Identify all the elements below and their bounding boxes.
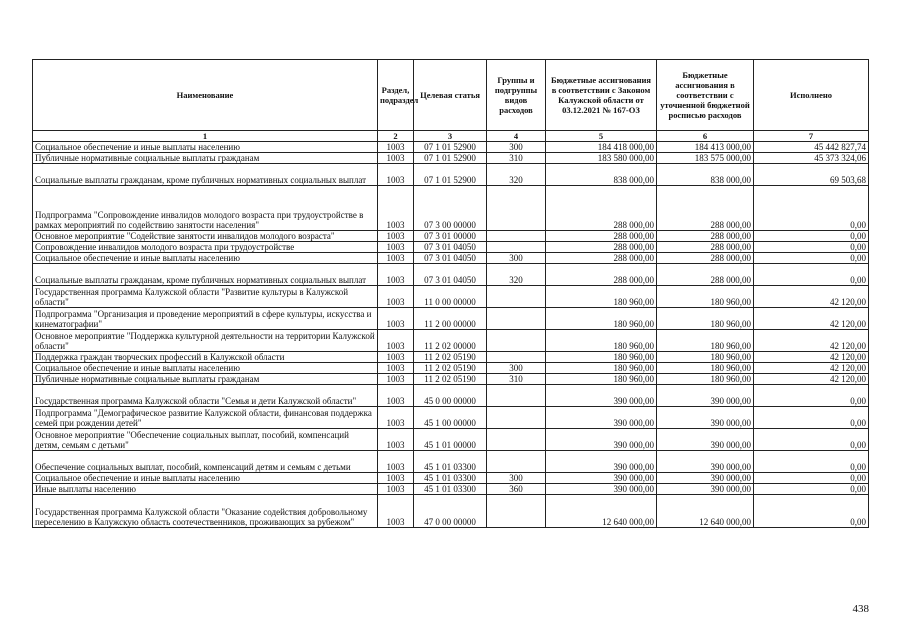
row-section: 1003 <box>378 186 414 231</box>
row-section: 1003 <box>378 429 414 451</box>
row-section: 1003 <box>378 264 414 286</box>
row-expense-group: 320 <box>487 164 546 186</box>
row-section: 1003 <box>378 385 414 407</box>
row-target-article: 07 1 01 52900 <box>414 164 487 186</box>
row-executed: 42 120,00 <box>754 352 869 363</box>
table-row <box>33 153 869 164</box>
header-law-allocation: Бюджетные ассигнования в соответствии с Законом Калужской области от 03.12.2021 № 167-ОЗ <box>546 60 657 131</box>
row-name: Иные выплаты населению <box>33 484 378 495</box>
row-executed: 0,00 <box>754 264 869 286</box>
row-law-allocation: 288 000,00 <box>546 231 657 242</box>
table-row <box>33 363 869 374</box>
row-law-allocation: 390 000,00 <box>546 385 657 407</box>
row-section: 1003 <box>378 286 414 308</box>
row-target-article: 11 2 00 00000 <box>414 308 487 330</box>
row-law-allocation: 390 000,00 <box>546 407 657 429</box>
row-expense-group <box>487 308 546 330</box>
table-row <box>33 385 869 407</box>
table-row <box>33 308 869 330</box>
column-number: 5 <box>546 131 657 142</box>
row-law-allocation: 180 960,00 <box>546 374 657 385</box>
row-roster-allocation: 180 960,00 <box>657 363 754 374</box>
row-name: Публичные нормативные социальные выплаты гражданам <box>33 153 378 164</box>
row-target-article: 45 1 01 03300 <box>414 451 487 473</box>
row-executed: 0,00 <box>754 385 869 407</box>
row-law-allocation: 390 000,00 <box>546 451 657 473</box>
row-expense-group: 320 <box>487 264 546 286</box>
table-row <box>33 242 869 253</box>
row-section: 1003 <box>378 153 414 164</box>
row-target-article: 11 2 02 05190 <box>414 352 487 363</box>
table-row <box>33 495 869 528</box>
row-executed: 42 120,00 <box>754 363 869 374</box>
row-name: Основное мероприятие "Содействие занятости инвалидов молодого возраста" <box>33 231 378 242</box>
row-name: Государственная программа Калужской области "Оказание содействия добровольному переселению в Калужскую область соотечественников, проживающих за рубежом" <box>33 495 378 528</box>
row-name: Сопровождение инвалидов молодого возраста при трудоустройстве <box>33 242 378 253</box>
row-target-article: 45 1 01 00000 <box>414 429 487 451</box>
row-expense-group: 300 <box>487 473 546 484</box>
row-roster-allocation: 390 000,00 <box>657 451 754 473</box>
row-law-allocation: 288 000,00 <box>546 264 657 286</box>
row-law-allocation: 183 580 000,00 <box>546 153 657 164</box>
row-name: Социальное обеспечение и иные выплаты населению <box>33 473 378 484</box>
row-law-allocation: 180 960,00 <box>546 286 657 308</box>
row-roster-allocation: 288 000,00 <box>657 264 754 286</box>
row-section: 1003 <box>378 330 414 352</box>
table-row <box>33 484 869 495</box>
column-number: 7 <box>754 131 869 142</box>
row-target-article: 11 0 00 00000 <box>414 286 487 308</box>
row-expense-group <box>487 495 546 528</box>
row-law-allocation: 180 960,00 <box>546 363 657 374</box>
row-target-article: 45 1 01 03300 <box>414 473 487 484</box>
row-law-allocation: 390 000,00 <box>546 473 657 484</box>
page-number: 438 <box>852 603 869 615</box>
table-row <box>33 407 869 429</box>
row-target-article: 45 1 00 00000 <box>414 407 487 429</box>
row-executed: 0,00 <box>754 495 869 528</box>
table-row <box>33 352 869 363</box>
row-section: 1003 <box>378 253 414 264</box>
row-name: Основное мероприятие "Поддержка культурной деятельности на территории Калужской области" <box>33 330 378 352</box>
row-name: Обеспечение социальных выплат, пособий, компенсаций детям и семьям с детьми <box>33 451 378 473</box>
column-number: 4 <box>487 131 546 142</box>
row-roster-allocation: 180 960,00 <box>657 308 754 330</box>
row-target-article: 45 1 01 03300 <box>414 484 487 495</box>
table-row <box>33 451 869 473</box>
row-section: 1003 <box>378 473 414 484</box>
row-section: 1003 <box>378 495 414 528</box>
row-roster-allocation: 288 000,00 <box>657 253 754 264</box>
row-section: 1003 <box>378 363 414 374</box>
row-expense-group <box>487 330 546 352</box>
row-name: Подпрограмма "Демографическое развитие Калужской области, финансовая поддержка семей при рождении детей" <box>33 407 378 429</box>
row-law-allocation: 180 960,00 <box>546 352 657 363</box>
row-roster-allocation: 12 640 000,00 <box>657 495 754 528</box>
budget-execution-table <box>32 59 869 528</box>
table-row <box>33 186 869 231</box>
row-name: Социальное обеспечение и иные выплаты населению <box>33 363 378 374</box>
row-name: Поддержка граждан творческих профессий в Калужской области <box>33 352 378 363</box>
row-target-article: 07 3 00 00000 <box>414 186 487 231</box>
row-law-allocation: 180 960,00 <box>546 330 657 352</box>
row-expense-group <box>487 231 546 242</box>
row-roster-allocation: 390 000,00 <box>657 429 754 451</box>
row-roster-allocation: 183 575 000,00 <box>657 153 754 164</box>
row-expense-group <box>487 385 546 407</box>
row-section: 1003 <box>378 142 414 153</box>
row-target-article: 07 3 01 04050 <box>414 253 487 264</box>
row-section: 1003 <box>378 484 414 495</box>
row-executed: 69 503,68 <box>754 164 869 186</box>
row-law-allocation: 288 000,00 <box>546 253 657 264</box>
row-expense-group: 360 <box>487 484 546 495</box>
row-expense-group <box>487 286 546 308</box>
row-roster-allocation: 180 960,00 <box>657 374 754 385</box>
row-expense-group <box>487 242 546 253</box>
row-executed: 42 120,00 <box>754 374 869 385</box>
row-executed: 0,00 <box>754 231 869 242</box>
row-law-allocation: 288 000,00 <box>546 186 657 231</box>
row-name: Социальные выплаты гражданам, кроме публичных нормативных социальных выплат <box>33 164 378 186</box>
row-law-allocation: 838 000,00 <box>546 164 657 186</box>
row-name: Социальные выплаты гражданам, кроме публичных нормативных социальных выплат <box>33 264 378 286</box>
row-law-allocation: 288 000,00 <box>546 242 657 253</box>
table-row <box>33 473 869 484</box>
row-target-article: 47 0 00 00000 <box>414 495 487 528</box>
row-expense-group: 300 <box>487 253 546 264</box>
row-executed: 0,00 <box>754 253 869 264</box>
row-law-allocation: 390 000,00 <box>546 484 657 495</box>
row-roster-allocation: 390 000,00 <box>657 385 754 407</box>
row-law-allocation: 184 418 000,00 <box>546 142 657 153</box>
row-law-allocation: 180 960,00 <box>546 308 657 330</box>
row-roster-allocation: 184 413 000,00 <box>657 142 754 153</box>
header-name: Наименование <box>33 60 378 131</box>
row-section: 1003 <box>378 374 414 385</box>
column-number: 1 <box>33 131 378 142</box>
row-roster-allocation: 180 960,00 <box>657 352 754 363</box>
table-row <box>33 429 869 451</box>
row-name: Основное мероприятие "Обеспечение социальных выплат, пособий, компенсаций детям, семьям с детьми" <box>33 429 378 451</box>
row-roster-allocation: 288 000,00 <box>657 186 754 231</box>
row-target-article: 07 3 01 00000 <box>414 231 487 242</box>
row-name: Социальное обеспечение и иные выплаты населению <box>33 142 378 153</box>
row-expense-group: 300 <box>487 142 546 153</box>
row-name: Государственная программа Калужской области "Развитие культуры в Калужской области" <box>33 286 378 308</box>
row-target-article: 11 2 02 05190 <box>414 374 487 385</box>
row-roster-allocation: 838 000,00 <box>657 164 754 186</box>
row-name: Социальное обеспечение и иные выплаты населению <box>33 253 378 264</box>
row-name: Подпрограмма "Сопровождение инвалидов молодого возраста при трудоустройстве в рамках мероприятий по содействию занятости населения" <box>33 186 378 231</box>
row-law-allocation: 390 000,00 <box>546 429 657 451</box>
column-number: 6 <box>657 131 754 142</box>
row-expense-group: 310 <box>487 374 546 385</box>
row-expense-group <box>487 186 546 231</box>
row-executed: 0,00 <box>754 429 869 451</box>
column-number: 2 <box>378 131 414 142</box>
row-roster-allocation: 390 000,00 <box>657 407 754 429</box>
table-row <box>33 231 869 242</box>
column-number: 3 <box>414 131 487 142</box>
row-expense-group <box>487 429 546 451</box>
row-section: 1003 <box>378 231 414 242</box>
row-section: 1003 <box>378 407 414 429</box>
row-executed: 0,00 <box>754 242 869 253</box>
row-target-article: 07 1 01 52900 <box>414 142 487 153</box>
table-row <box>33 374 869 385</box>
row-target-article: 11 2 02 05190 <box>414 363 487 374</box>
row-name: Подпрограмма "Организация и проведение мероприятий в сфере культуры, искусства и кинематографии" <box>33 308 378 330</box>
row-executed: 42 120,00 <box>754 330 869 352</box>
header-roster-allocation: Бюджетные ассигнования в соответствии с уточненной бюджетной росписью расходов <box>657 60 754 131</box>
table-row <box>33 142 869 153</box>
table-row <box>33 164 869 186</box>
row-roster-allocation: 288 000,00 <box>657 242 754 253</box>
header-executed: Исполнено <box>754 60 869 131</box>
row-expense-group <box>487 451 546 473</box>
row-section: 1003 <box>378 242 414 253</box>
row-executed: 45 442 827,74 <box>754 142 869 153</box>
header-expense-group: Группы и подгруппы видов расходов <box>487 60 546 131</box>
row-executed: 0,00 <box>754 407 869 429</box>
row-expense-group: 310 <box>487 153 546 164</box>
table-body <box>33 142 869 528</box>
row-target-article: 07 3 01 04050 <box>414 264 487 286</box>
row-roster-allocation: 180 960,00 <box>657 330 754 352</box>
row-expense-group <box>487 352 546 363</box>
row-executed: 42 120,00 <box>754 286 869 308</box>
row-law-allocation: 12 640 000,00 <box>546 495 657 528</box>
table-header <box>33 60 869 142</box>
row-section: 1003 <box>378 308 414 330</box>
row-executed: 42 120,00 <box>754 308 869 330</box>
row-target-article: 45 0 00 00000 <box>414 385 487 407</box>
row-section: 1003 <box>378 451 414 473</box>
table-row <box>33 264 869 286</box>
row-section: 1003 <box>378 352 414 363</box>
row-section: 1003 <box>378 164 414 186</box>
row-expense-group <box>487 407 546 429</box>
row-target-article: 11 2 02 00000 <box>414 330 487 352</box>
row-target-article: 07 1 01 52900 <box>414 153 487 164</box>
table-row <box>33 330 869 352</box>
row-roster-allocation: 390 000,00 <box>657 473 754 484</box>
row-executed: 0,00 <box>754 484 869 495</box>
row-roster-allocation: 180 960,00 <box>657 286 754 308</box>
header-target-article: Целевая статья <box>414 60 487 131</box>
row-name: Государственная программа Калужской области "Семья и дети Калужской области" <box>33 385 378 407</box>
row-executed: 45 373 324,06 <box>754 153 869 164</box>
header-section: Раздел, подраздел <box>378 60 414 131</box>
table-row <box>33 286 869 308</box>
row-expense-group: 300 <box>487 363 546 374</box>
row-executed: 0,00 <box>754 451 869 473</box>
row-executed: 0,00 <box>754 186 869 231</box>
row-target-article: 07 3 01 04050 <box>414 242 487 253</box>
row-roster-allocation: 390 000,00 <box>657 484 754 495</box>
table-row <box>33 253 869 264</box>
row-name: Публичные нормативные социальные выплаты гражданам <box>33 374 378 385</box>
row-executed: 0,00 <box>754 473 869 484</box>
row-roster-allocation: 288 000,00 <box>657 231 754 242</box>
